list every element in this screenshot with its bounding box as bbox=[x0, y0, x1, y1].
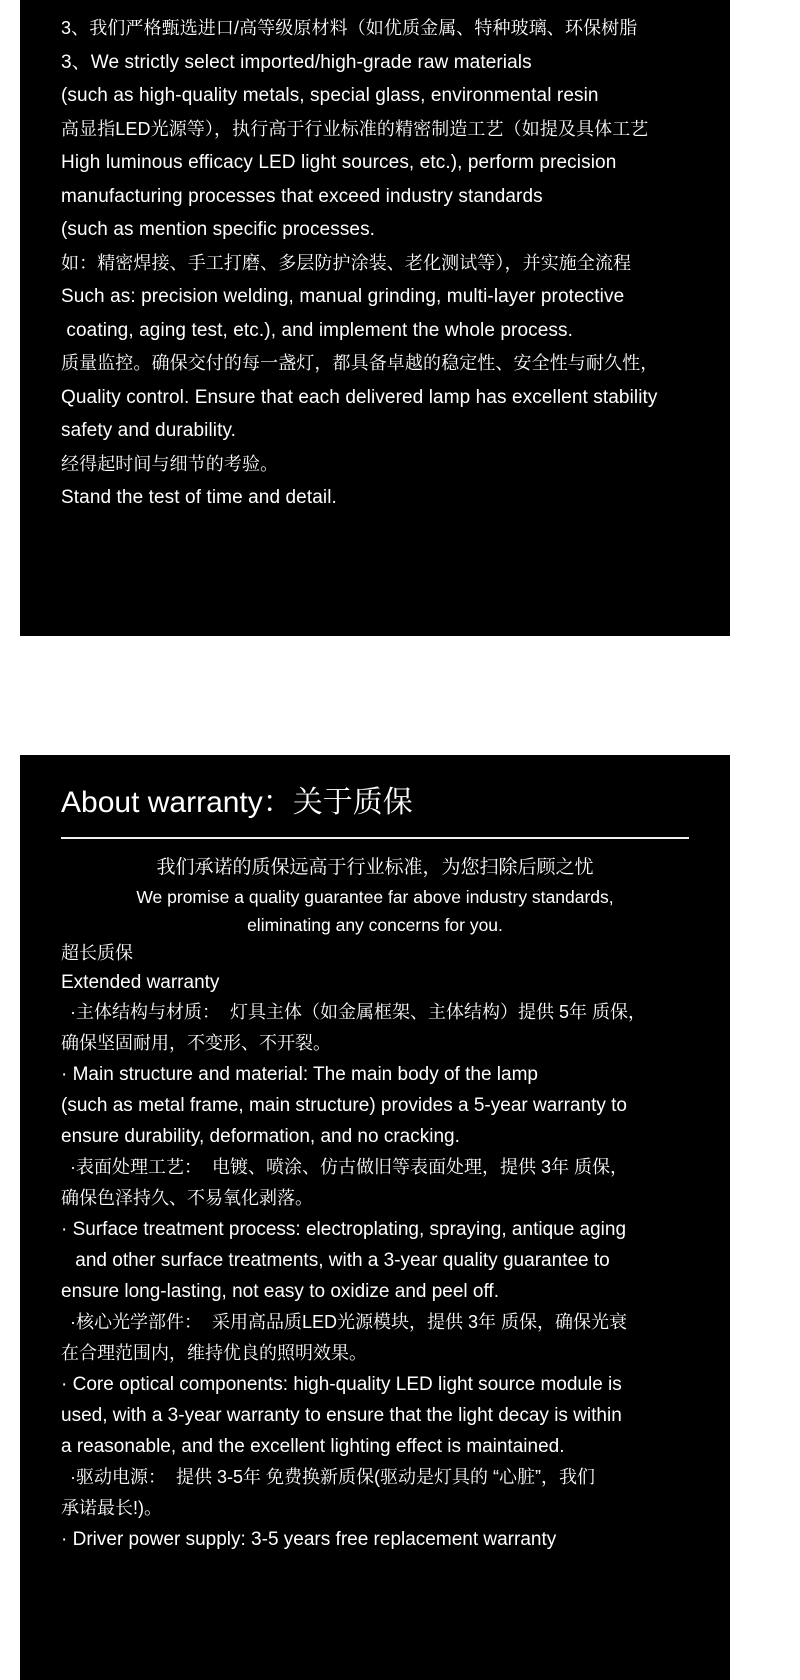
warranty-line: · Surface treatment process: electroplating, spraying, antique aging bbox=[61, 1219, 627, 1240]
warranty-line: · Main structure and material: The main body of the lamp bbox=[61, 1064, 538, 1085]
warranty-line: 确保坚固耐用，不变形、不开裂。 bbox=[61, 1033, 331, 1053]
promise-english-line-2: eliminating any concerns for you. bbox=[247, 915, 503, 935]
warranty-line: and other surface treatments, with a 3-year quality guarantee to bbox=[70, 1250, 610, 1271]
extended-warranty-label-en: Extended warranty bbox=[61, 972, 220, 993]
materials-line: High luminous efficacy LED light sources, etc.), perform precision bbox=[61, 152, 617, 173]
extended-warranty-label-cn: 超长质保 bbox=[61, 943, 133, 963]
warranty-line: ·驱动电源： 提供 3-5年 免费换新质保(驱动是灯具的 “心脏”，我们 bbox=[70, 1467, 595, 1487]
materials-line: coating, aging test, etc.), and implement the whole process. bbox=[61, 319, 573, 341]
materials-text-block bbox=[20, 12, 730, 515]
promise-chinese: 我们承诺的质保远高于行业标准，为您扫除后顾之忧 bbox=[156, 857, 594, 878]
heading-divider bbox=[61, 837, 689, 839]
materials-line: manufacturing processes that exceed industry standards bbox=[61, 185, 543, 207]
materials-line: 经得起时间与细节的考验。 bbox=[61, 453, 279, 474]
promise-english-line-1: We promise a quality guarantee far above industry standards, bbox=[136, 887, 614, 907]
warranty-line: · Driver power supply: 3-5 years free replacement warranty bbox=[61, 1529, 557, 1550]
warranty-line: ·核心光学部件： 采用高品质LED光源模块，提供 3年 质保，确保光衰 bbox=[70, 1312, 628, 1332]
materials-line: (such as high-quality metals, special glass, environmental resin bbox=[61, 85, 599, 106]
warranty-line: · Core optical components: high-quality LED light source module is bbox=[61, 1374, 622, 1395]
warranty-line: 承诺最长!)。 bbox=[61, 1498, 162, 1518]
warranty-line: (such as metal frame, main structure) provides a 5-year warranty to bbox=[61, 1095, 627, 1116]
warranty-line: 在合理范围内，维持优良的照明效果。 bbox=[61, 1343, 367, 1363]
warranty-line: ·表面处理工艺： 电镀、喷涂、仿古做旧等表面处理，提供 3年 质保， bbox=[70, 1157, 629, 1177]
materials-line: safety and durability. bbox=[61, 420, 237, 441]
materials-line: 3、We strictly select imported/high-grade raw materials bbox=[61, 51, 532, 73]
materials-line: 如：精密焊接、手工打磨、多层防护涂装、老化测试等），并实施全流程 bbox=[61, 252, 632, 273]
warranty-line: ·主体结构与材质： 灯具主体（如金属框架、主体结构）提供 5年 质保， bbox=[70, 1002, 647, 1022]
materials-line: 高显指LED光源等），执行高于行业标准的精密制造工艺（如提及具体工艺 bbox=[61, 118, 649, 139]
materials-line: (such as mention specific processes. bbox=[61, 219, 376, 240]
warranty-line: 确保色泽持久、不易氧化剥落。 bbox=[61, 1188, 313, 1208]
warranty-line: ensure long-lasting, not easy to oxidize and peel off. bbox=[61, 1281, 499, 1302]
materials-line: Quality control. Ensure that each delivered lamp has excellent stability bbox=[61, 386, 658, 408]
warranty-line: used, with a 3-year warranty to ensure that the light decay is within bbox=[61, 1405, 622, 1426]
warranty-items-block bbox=[20, 997, 730, 1555]
warranty-line: a reasonable, and the excellent lighting effect is maintained. bbox=[61, 1436, 565, 1457]
warranty-panel bbox=[20, 755, 730, 1680]
materials-panel bbox=[20, 0, 730, 636]
warranty-line: ensure durability, deformation, and no cracking. bbox=[61, 1126, 460, 1147]
materials-line: Such as: precision welding, manual grinding, multi-layer protective bbox=[61, 286, 625, 307]
materials-line: Stand the test of time and detail. bbox=[61, 487, 337, 508]
warranty-promise-block bbox=[20, 839, 730, 939]
warranty-heading: About warranty：关于质保 bbox=[61, 786, 413, 819]
materials-line: 3、我们严格甄选进口/高等级原材料（如优质金属、特种玻璃、环保树脂 bbox=[61, 18, 638, 38]
materials-line: 质量监控。确保交付的每一盏灯，都具备卓越的稳定性、安全性与耐久性， bbox=[61, 353, 659, 373]
